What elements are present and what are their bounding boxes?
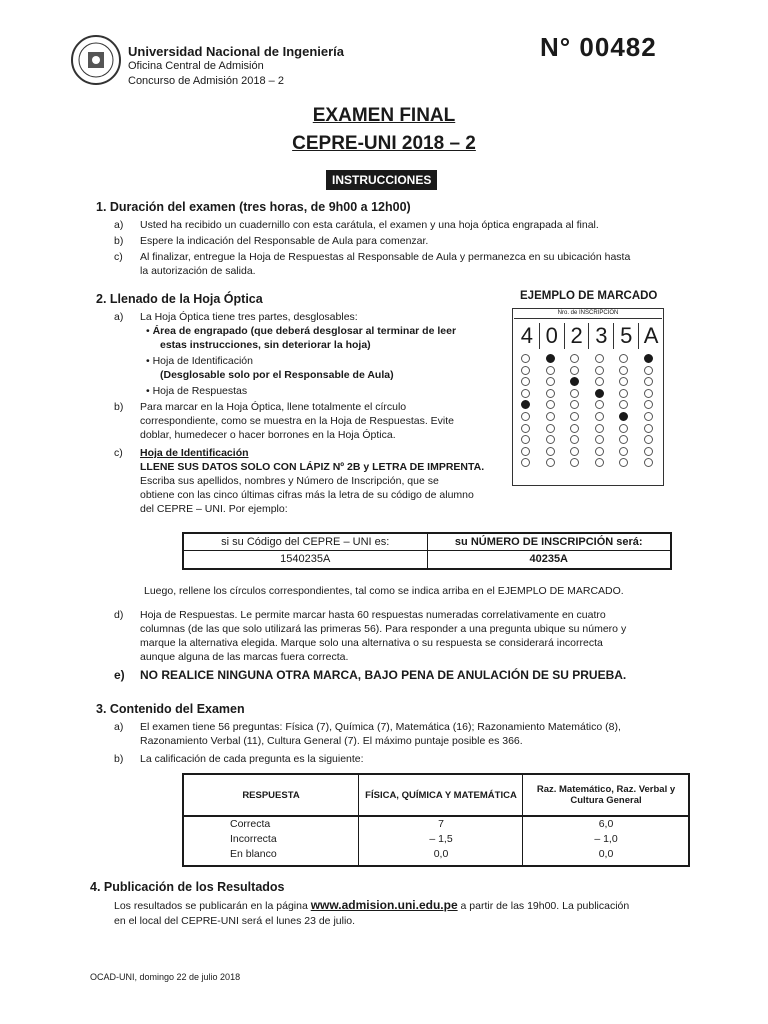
office-name: Oficina Central de Admisión <box>128 60 264 72</box>
code-col <box>184 534 427 568</box>
footer: OCAD-UNI, domingo 22 de julio 2018 <box>90 972 241 982</box>
answer-bubble <box>644 354 653 363</box>
answer-bubble <box>644 366 653 375</box>
answer-bubble <box>644 412 653 421</box>
table-cell: En blanco <box>230 848 277 860</box>
answer-bubble <box>619 354 628 363</box>
exam-title: EXAMEN FINAL <box>312 105 456 126</box>
answer-bubble <box>570 447 579 456</box>
answer-bubble <box>619 447 628 456</box>
answer-bubble <box>521 447 530 456</box>
answer-bubble <box>546 389 555 398</box>
answer-bubble <box>644 377 653 386</box>
section-4-heading: 4. Publicación de los Resultados <box>90 880 285 894</box>
answer-bubble <box>570 366 579 375</box>
answer-bubble <box>619 424 628 433</box>
s2-item-b: b) Para marcar en la Hoja Óptica, llene totalmente el círculo <box>114 401 407 413</box>
table-cell: – 1,5 <box>429 833 453 845</box>
results-link[interactable]: www.admision.uni.edu.pe <box>310 898 458 912</box>
s1-item-b: b) Espere la indicación del Responsable de Aula para comenzar. <box>114 235 429 247</box>
code-example-table <box>182 532 672 570</box>
answer-bubble <box>546 377 555 386</box>
scoring-header-cell: FÍSICA, QUÍMICA Y MATEMÁTICA <box>358 775 523 815</box>
answer-bubble <box>521 389 530 398</box>
answer-bubble <box>521 354 530 363</box>
s2-item-c-line: obtiene con las cinco últimas cifras más la letra de su código de alumno <box>140 489 474 501</box>
answer-bubble <box>546 354 555 363</box>
s2-item-b-cont: doblar, humedecer o hacer borrones en la Hoja Óptica. <box>140 429 396 441</box>
answer-bubble <box>546 400 555 409</box>
answer-bubble <box>595 447 604 456</box>
s4-line-1: Los resultados se publicarán en la página www.admision.uni.edu.pe a partir de las 19h00. La publicación <box>114 898 630 912</box>
answer-bubble <box>644 400 653 409</box>
s1-item-a: a) Usted ha recibido un cuadernillo con esta carátula, el examen y una hoja óptica engrapada al final. <box>114 219 599 231</box>
answer-bubble <box>570 424 579 433</box>
inscription-value: 40235A <box>529 553 569 565</box>
table-cell: 0,0 <box>433 848 449 860</box>
answer-bubble <box>644 424 653 433</box>
answer-bubble <box>644 447 653 456</box>
answer-bubble <box>546 412 555 421</box>
answer-bubble <box>644 389 653 398</box>
table-cell: – 1,0 <box>594 833 618 845</box>
exam-number: N° 00482 <box>540 32 657 62</box>
answer-bubble <box>521 424 530 433</box>
s2-item-a1-cont: estas instrucciones, sin deteriorar la hoja) <box>160 339 371 351</box>
answer-bubble <box>644 435 653 444</box>
answer-bubble <box>595 389 604 398</box>
s2-item-d-cont: aunque alguna de las marcas fuera correcta. <box>140 651 349 663</box>
scoring-table <box>182 773 690 867</box>
example-title: EJEMPLO DE MARCADO <box>520 290 658 302</box>
table-cell: 0,0 <box>598 848 614 860</box>
table-cell: Incorrecta <box>230 833 277 845</box>
s2-item-a3: • Hoja de Respuestas <box>146 385 248 397</box>
exam-subtitle: CEPRE-UNI 2018 – 2 <box>292 133 476 154</box>
inscription-header: su NÚMERO DE INSCRIPCIÓN será: <box>428 534 671 551</box>
answer-bubble <box>521 366 530 375</box>
s2-item-d: d) Hoja de Respuestas. Le permite marcar hasta 60 respuestas numeradas correlativamente en cuatro <box>114 609 606 621</box>
code-value: 1540235A <box>280 553 331 565</box>
example-digit: 5 <box>613 323 638 349</box>
scoring-col-reasoning <box>522 817 689 865</box>
scoring-rows <box>184 817 688 865</box>
institution-block <box>128 44 344 89</box>
section-2-heading: 2. Llenado de la Hoja Óptica <box>96 292 263 306</box>
s2-item-c-line: LLENE SUS DATOS SOLO CON LÁPIZ Nº 2B y LETRA DE IMPRENTA. <box>140 461 485 473</box>
scoring-col-science <box>358 817 523 865</box>
scoring-col-answer <box>184 817 358 865</box>
s2-item-d-cont: marque la alternativa elegida. Marque solo una alternativa o su respuesta se considerará incorrecta <box>140 637 603 649</box>
s3-item-b: b) La calificación de cada pregunta es la siguiente: <box>114 753 364 765</box>
answer-bubble <box>570 412 579 421</box>
answer-bubble <box>546 458 555 467</box>
s3-item-a: a) El examen tiene 56 preguntas: Física (7), Química (7), Matemática (16); Razonamiento Matemático (8), <box>114 721 621 733</box>
scoring-header-cell: Raz. Matemático, Raz. Verbal y Cultura General <box>522 775 689 815</box>
s2-item-d-cont: columnas (de las que solo utilizará las primeras 56). Para responder a una pregunta ubique su número y <box>140 623 627 635</box>
example-digit: 0 <box>539 323 564 349</box>
answer-bubble <box>546 435 555 444</box>
university-name: Universidad Nacional de Ingeniería <box>128 44 345 59</box>
s2-item-a1: • Área de engrapado (que deberá desglosar al terminar de leer <box>146 325 457 337</box>
s2-item-a: a) La Hoja Óptica tiene tres partes, desglosables: <box>114 311 358 323</box>
code-header: si su Código del CEPRE – UNI es: <box>184 534 427 551</box>
s2-item-a2-cont: (Desglosable solo por el Responsable de Aula) <box>160 369 394 381</box>
s4-line-2: en el local del CEPRE-UNI será el lunes 23 de julio. <box>114 915 356 927</box>
s2-item-a2: • Hoja de Identificación <box>146 355 253 367</box>
example-grid-header: Nro. de INSCRIPCION <box>514 310 662 319</box>
answer-bubble <box>619 412 628 421</box>
example-digit: A <box>638 323 663 349</box>
answer-bubble <box>595 366 604 375</box>
example-digit: 3 <box>588 323 613 349</box>
table-cell: 6,0 <box>598 818 614 830</box>
s3-item-a-cont: Razonamiento Verbal (11), Cultura General (7). El máximo puntaje posible es 366. <box>140 735 523 747</box>
answer-bubble <box>644 458 653 467</box>
s2-after-box: Luego, rellene los círculos correspondientes, tal como se indica arriba en el EJEMPLO DE MARCADO. <box>144 585 624 597</box>
s2-item-c-line: Escriba sus apellidos, nombres y Número de Inscripción, que se <box>140 475 439 487</box>
answer-bubble <box>595 435 604 444</box>
s2-item-c: c) Hoja de Identificación <box>114 447 249 459</box>
answer-bubble <box>570 354 579 363</box>
answer-bubble <box>595 458 604 467</box>
answer-bubble <box>619 389 628 398</box>
answer-bubble <box>546 366 555 375</box>
table-cell: Correcta <box>230 818 271 830</box>
s2-item-b-cont: correspondiente, como se muestra en la Hoja de Respuestas. Evite <box>140 415 455 427</box>
s1-item-c-cont: la autorización de salida. <box>140 265 256 277</box>
s1-item-c: c) Al finalizar, entregue la Hoja de Respuestas al Responsable de Aula y permanezca en su ubicación hasta <box>114 251 631 263</box>
example-digits <box>515 323 663 349</box>
answer-bubble <box>521 412 530 421</box>
contest-name: Concurso de Admisión 2018 – 2 <box>128 75 284 87</box>
answer-bubble <box>595 400 604 409</box>
university-seal-icon <box>70 30 122 90</box>
s2-item-e: e) NO REALICE NINGUNA OTRA MARCA, BAJO PENA DE ANULACIÓN DE SU PRUEBA. <box>114 668 627 682</box>
example-digit: 2 <box>564 323 589 349</box>
example-digit: 4 <box>520 323 534 348</box>
answer-bubble <box>595 354 604 363</box>
table-cell: 7 <box>438 818 444 830</box>
instructions-label: INSTRUCCIONES <box>326 170 437 190</box>
scoring-header-cell: RESPUESTA <box>242 789 300 801</box>
inscription-col <box>427 534 671 568</box>
scoring-header <box>184 775 688 817</box>
answer-bubble <box>570 389 579 398</box>
answer-bubble <box>546 424 555 433</box>
answer-bubble <box>546 447 555 456</box>
s2-item-c-line: del CEPRE – UNI. Por ejemplo: <box>140 503 288 515</box>
section-1-heading: 1. Duración del examen (tres horas, de 9h00 a 12h00) <box>96 200 411 214</box>
answer-bubble <box>619 366 628 375</box>
section-3-heading: 3. Contenido del Examen <box>96 702 245 716</box>
answer-bubble <box>595 412 604 421</box>
answer-bubble <box>595 424 604 433</box>
answer-bubble <box>595 377 604 386</box>
